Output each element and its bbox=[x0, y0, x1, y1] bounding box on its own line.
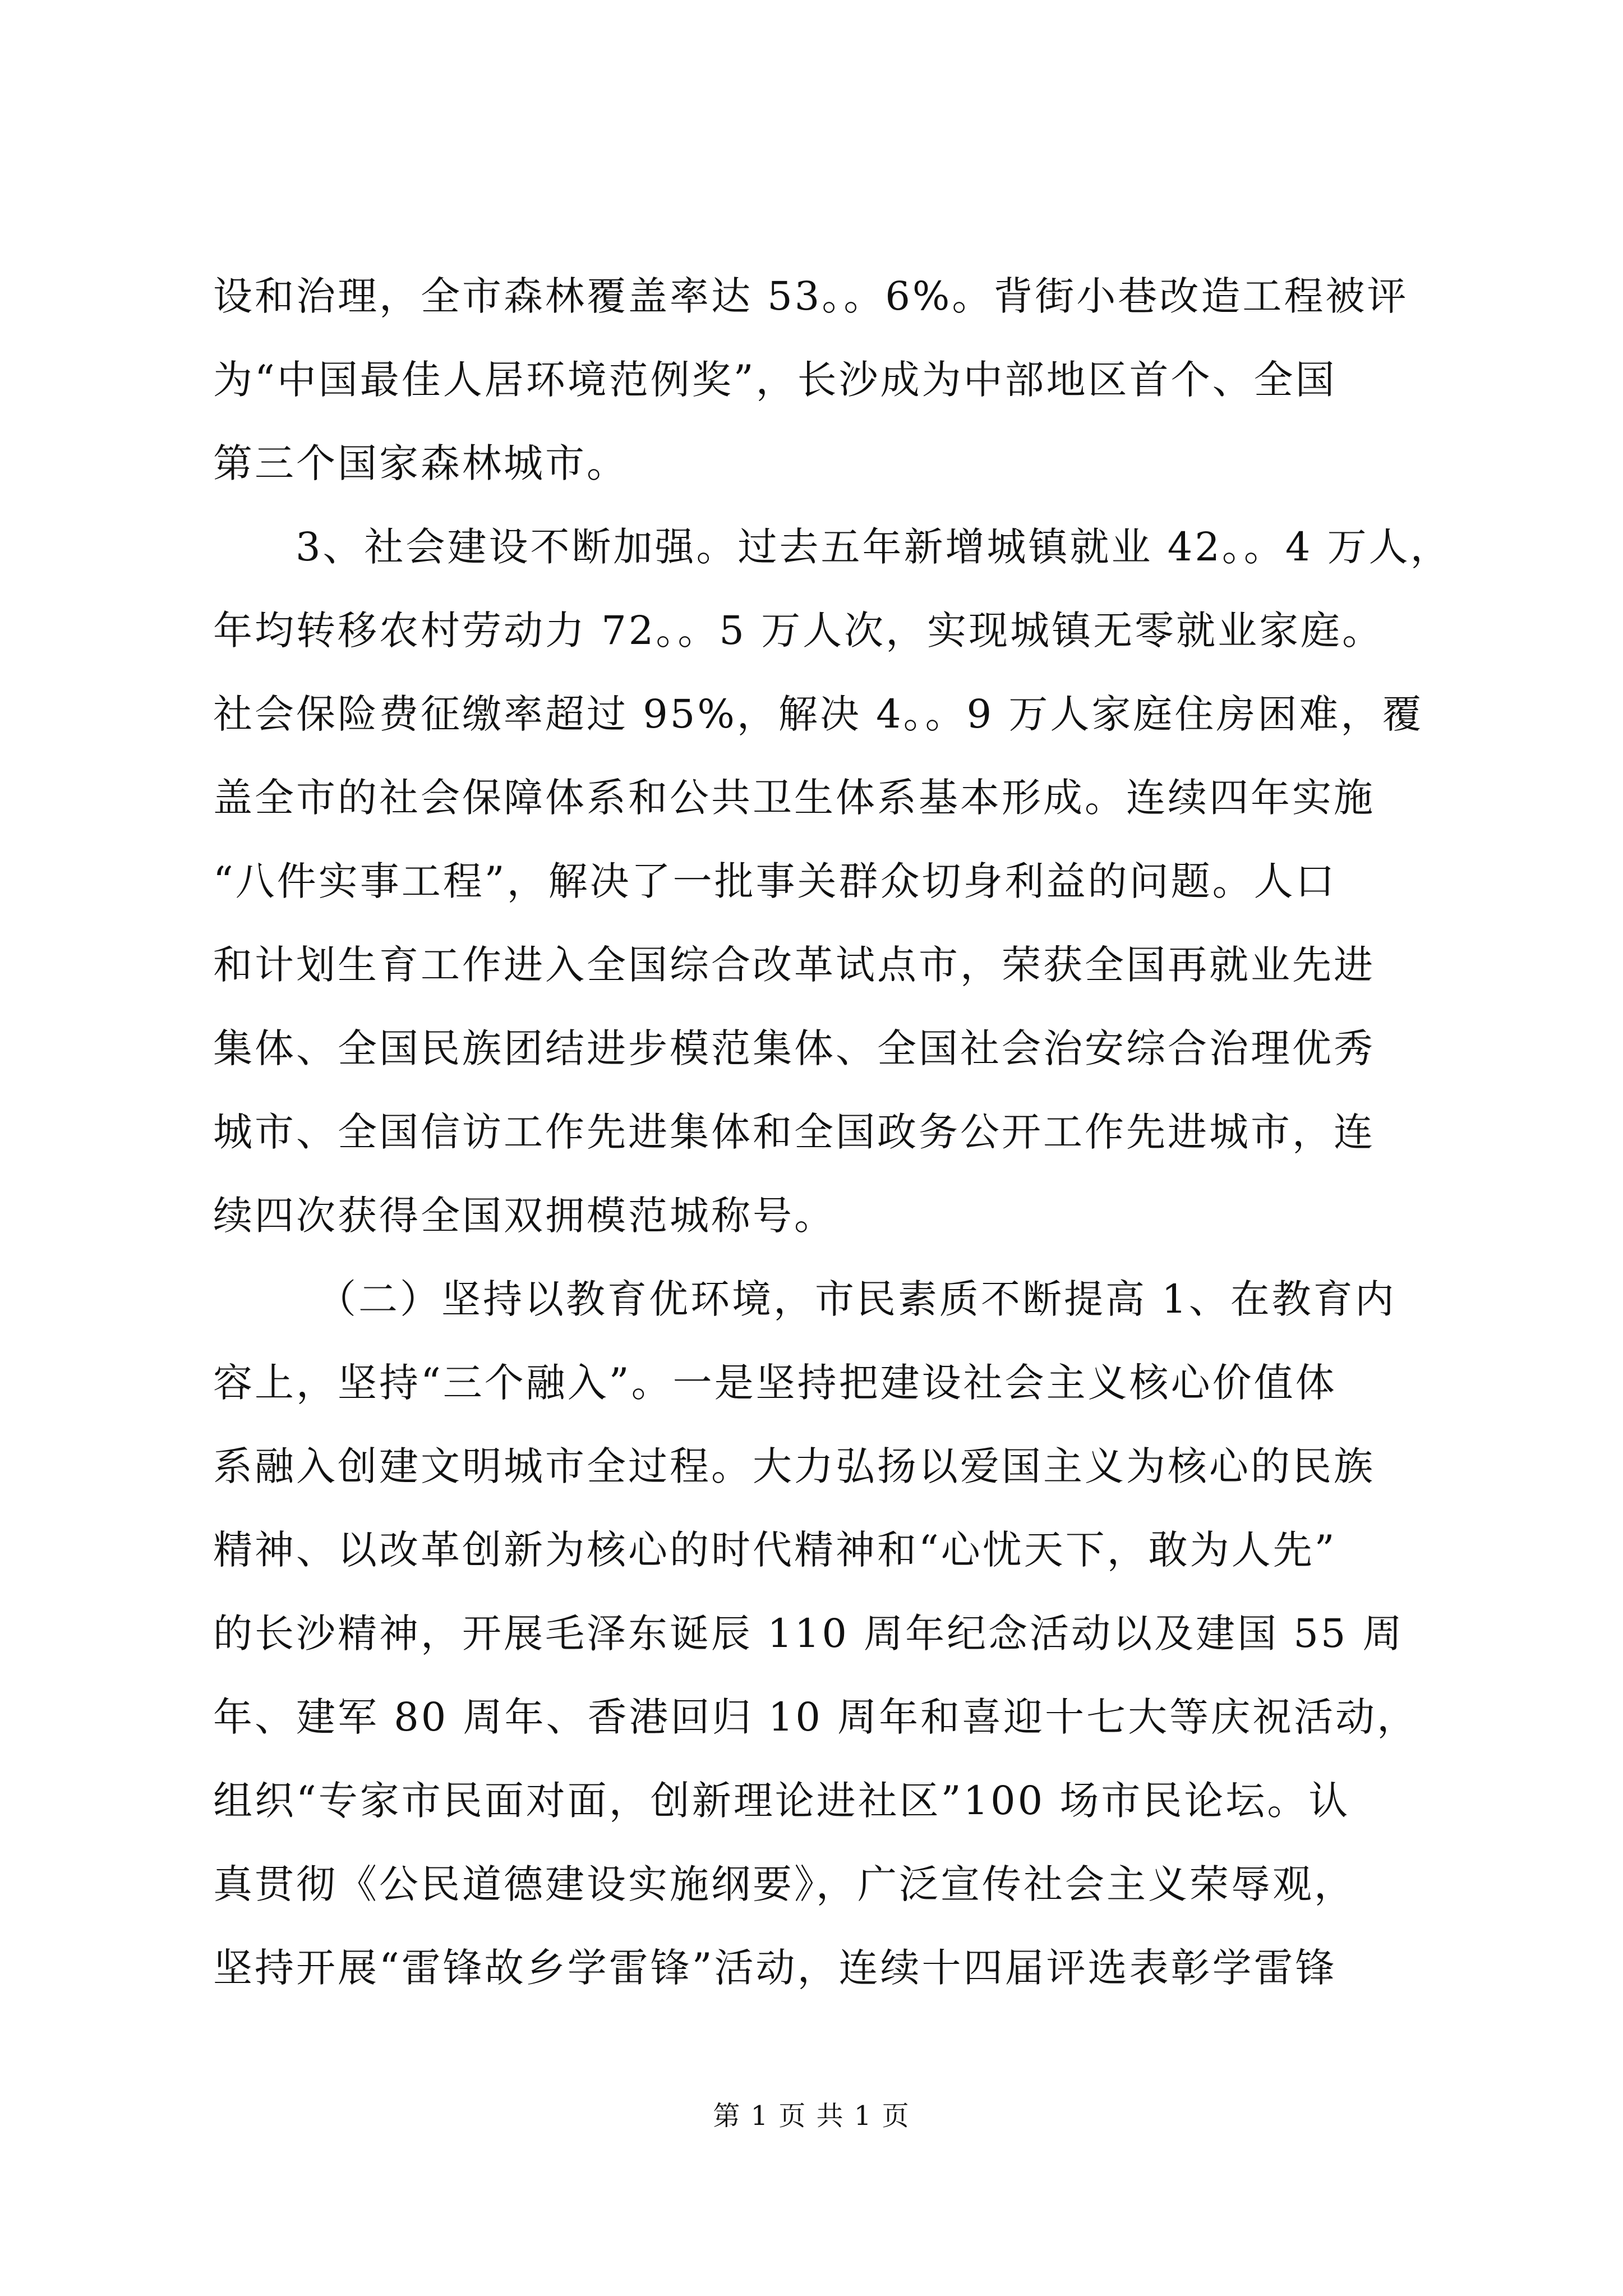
paragraph-start-line: 3、社会建设不断加强。过去五年新增城镇就业 42。。4 万人， bbox=[296, 524, 1452, 570]
text-line: 年均转移农村劳动力 72。。5 万人次，实现城镇无零就业家庭。 bbox=[213, 608, 1384, 654]
page-footer: 第 1 页 共 1 页 bbox=[713, 2100, 910, 2132]
text-line: 系融入创建文明城市全过程。大力弘扬以爱国主义为核心的民族 bbox=[213, 1443, 1375, 1489]
text-line: 集体、全国民族团结进步模范集体、全国社会治安综合治理优秀 bbox=[213, 1025, 1375, 1071]
text-line: “八件实事工程”，解决了一批事关群众切身利益的问题。人口 bbox=[213, 858, 1337, 904]
text-line: 为“中国最佳人居环境范例奖”，长沙成为中部地区首个、全国 bbox=[213, 357, 1337, 403]
text-line: 精神、以改革创新为核心的时代精神和“心忧天下，敢为人先” bbox=[213, 1527, 1337, 1573]
text-line: 盖全市的社会保障体系和公共卫生体系基本形成。连续四年实施 bbox=[213, 775, 1375, 821]
text-line: 的长沙精神，开展毛泽东诞辰 110 周年纪念活动以及建国 55 周 bbox=[213, 1611, 1404, 1657]
text-line: 设和治理，全市森林覆盖率达 53。。6%。背街小巷改造工程被评 bbox=[213, 273, 1409, 319]
text-line: 真贯彻《公民道德建设实施纲要》，广泛宣传社会主义荣辱观， bbox=[213, 1861, 1355, 1907]
text-line: 坚持开展“雷锋故乡学雷锋”活动，连续十四届评选表彰学雷锋 bbox=[213, 1945, 1337, 1991]
text-line: 年、建军 80 周年、香港回归 10 周年和喜迎十七大等庆祝活动， bbox=[213, 1694, 1419, 1740]
paragraph-start-line: （二）坚持以教育优环境，市民素质不断提高 1、在教育内 bbox=[317, 1276, 1396, 1322]
text-line: 容上，坚持“三个融入”。一是坚持把建设社会主义核心价值体 bbox=[213, 1360, 1337, 1406]
text-line: 组织“专家市民面对面，创新理论进社区”100 场市民论坛。认 bbox=[213, 1778, 1350, 1824]
text-line: 社会保险费征缴率超过 95%，解决 4。。9 万人家庭住房困难，覆 bbox=[213, 691, 1424, 737]
text-line: 续四次获得全国双拥模范城称号。 bbox=[213, 1193, 836, 1239]
text-line: 城市、全国信访工作先进集体和全国政务公开工作先进城市，连 bbox=[213, 1109, 1375, 1155]
text-line: 和计划生育工作进入全国综合改革试点市，荣获全国再就业先进 bbox=[213, 942, 1375, 988]
text-line: 第三个国家森林城市。 bbox=[213, 440, 628, 486]
